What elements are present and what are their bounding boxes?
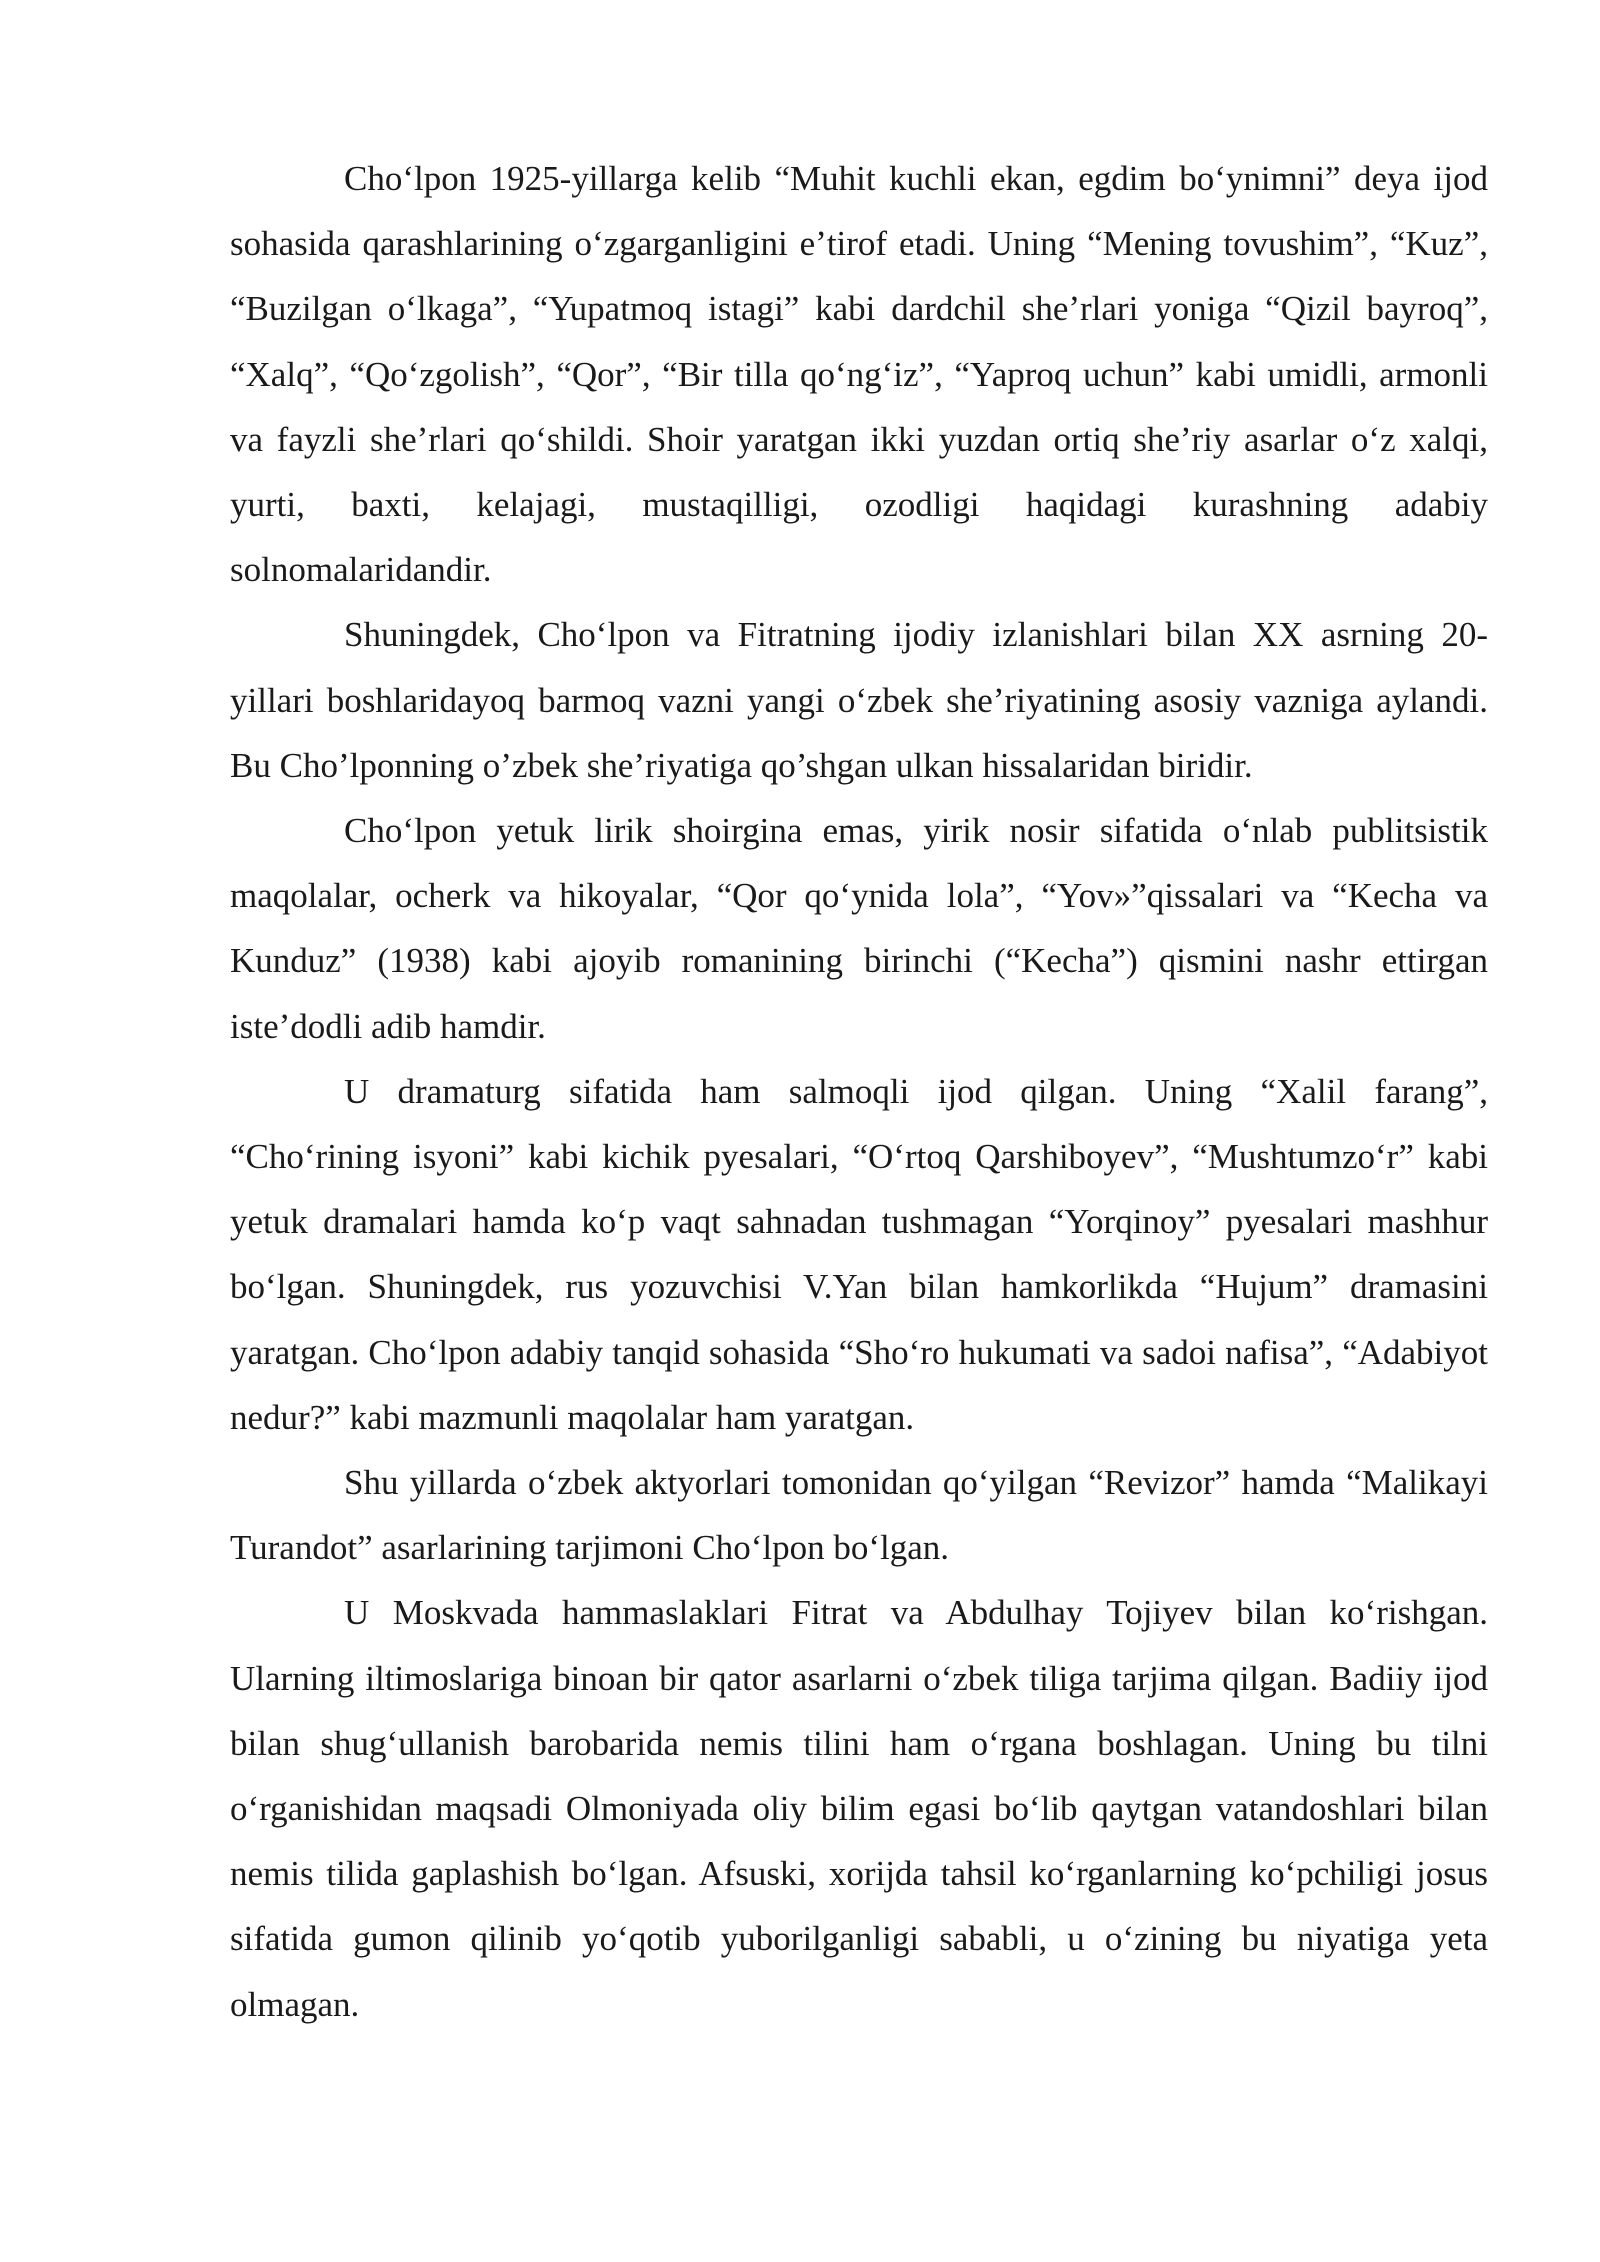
paragraph-6: U Moskvada hammaslaklari Fitrat va Abdulhay Tojiyev bilan koʻrishgan. Ularning iltimoslariga binoan bir qator asarlarni oʻzbek tiliga tarjima qilgan. Badiiy ijod bilan shugʻullanish barobarida nemis tilini ham oʻrgana boshlagan. Uning bu tilni oʻrganishidan maqsadi Olmoniyada oliy bilim egasi boʻlib qaytgan vatandoshlari bilan nemis tilida gaplashish boʻlgan. Afsuski, xorijda tahsil koʻrganlarning koʻpchiligi josus sifatida gumon qilinib yoʻqotib yuborilganligi sababli, u oʻzining bu niyatiga yeta olmagan. — [230, 1593, 1488, 2024]
paragraph-5: Shu yillarda oʻzbek aktyorlari tomonidan qoʻyilgan “Revizor” hamda “Malikayi Turandot” asarlarining tarjimoni Choʻlpon boʻlgan. — [230, 1463, 1488, 1568]
paragraph-1: Choʻlpon 1925-yillarga kelib “Muhit kuchli ekan, egdim boʻynimni” deya ijod sohasida qarashlarining oʻzgarganligini eʼtirof etadi. Uning “Mening tovushim”, “Kuz”, “Buzilgan oʻlkaga”, “Yupatmoq istagi” kabi dardchil sheʼrlari yoniga “Qizil bayroq”, “Xalq”, “Qoʻzgolish”, “Qor”, “Bir tilla qoʻngʻiz”, “Yaproq uchun” kabi umidli, armonli va fayzli sheʼrlari qoʻshildi. Shoir yaratgan ikki yuzdan ortiq sheʼriy asarlar oʻz xalqi, yurti, baxti, kelajagi, mustaqilligi, ozodligi haqidagi kurashning adabiy solnomalaridandir. — [230, 159, 1488, 590]
paragraph-3: Choʻlpon yetuk lirik shoirgina emas, yirik nosir sifatida oʻnlab publitsistik maqolalar, ocherk va hikoyalar, “Qor qoʻynida lola”, “Yov»”qissalari va “Kecha va Kunduz” (1938) kabi ajoyib romanining birinchi (“Kecha”) qismini nashr ettirgan isteʼdodli adib hamdir. — [230, 811, 1488, 1046]
paragraph-4: U dramaturg sifatida ham salmoqli ijod qilgan. Uning “Xalil farang”, “Choʻrining isyoni” kabi kichik pyesalari, “Oʻrtoq Qarshiboyev”, “Mushtumzoʻr” kabi yetuk dramalari hamda koʻp vaqt sahnadan tushmagan “Yorqinoy” pyesalari mashhur boʻlgan. Shuningdek, rus yozuvchisi V.Yan bilan hamkorlikda “Hujum” dramasini yaratgan. Choʻlpon adabiy tanqid sohasida “Shoʻro hukumati va sadoi nafisa”, “Adabiyot nedur?” kabi mazmunli maqolalar ham yaratgan. — [230, 1071, 1488, 1437]
document-body — [230, 146, 1488, 2037]
paragraph-2: Shuningdek, Choʻlpon va Fitratning ijodiy izlanishlari bilan XX asrning 20-yillari boshlaridayoq barmoq vazni yangi oʻzbek sheʼriyatining asosiy vazniga aylandi. Bu Cho’lponning o’zbek she’riyatiga qo’shgan ulkan hissalaridan biridir. — [230, 615, 1488, 785]
